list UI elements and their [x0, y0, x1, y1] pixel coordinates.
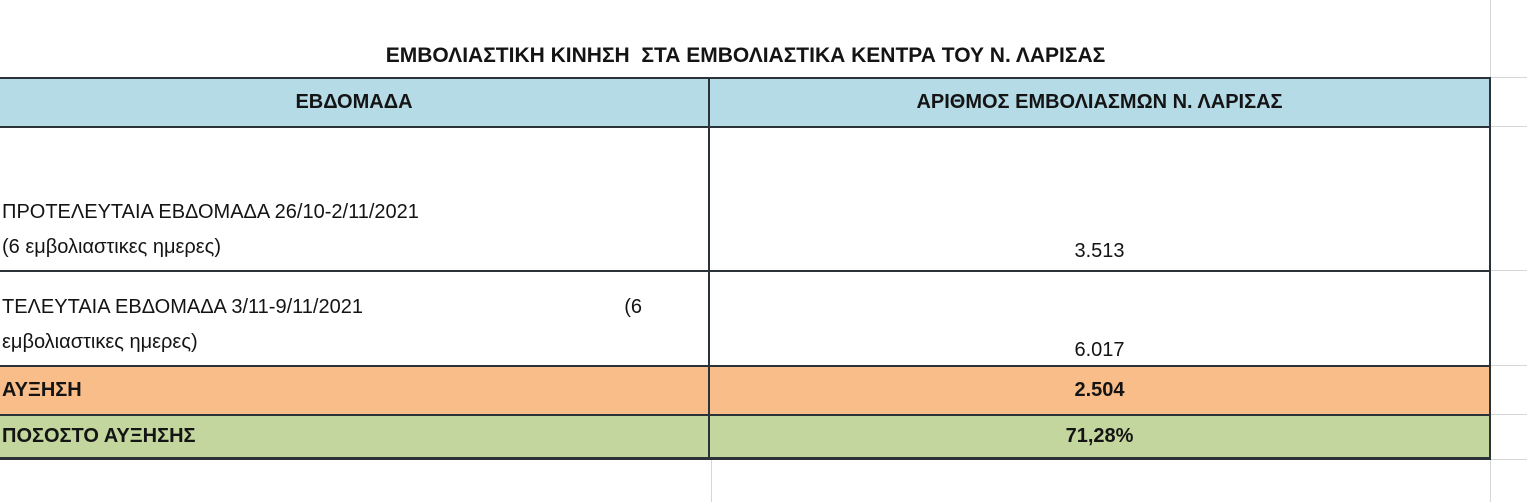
previous-week-label-line2: (6 εμβολιαστικες ημερες) [2, 236, 221, 258]
table-row-increase [0, 367, 1489, 416]
cell-increase-label[interactable] [0, 367, 710, 414]
table-title: ΕΜΒΟΛΙΑΣΤΙΚΗ ΚΙΝΗΣΗ ΣΤΑ ΕΜΒΟΛΙΑΣΤΙΚΑ ΚΕΝΤΡΑ ΤΟΥ Ν. ΛΑΡΙΣΑΣ [385, 44, 1106, 67]
previous-week-value: 3.513 [1074, 240, 1125, 262]
gridline-horizontal [1491, 365, 1527, 366]
cell-increase-percent-label[interactable] [0, 416, 710, 457]
vaccination-table [0, 77, 1491, 460]
table-row-increase-percent [0, 416, 1489, 457]
cell-previous-week-value[interactable] [710, 128, 1489, 270]
header-cell-week[interactable]: ΕΒΔΟΜΑΔΑ [0, 79, 710, 126]
gridline-horizontal [1491, 414, 1527, 415]
gridline-vertical-column-divider-below [711, 460, 712, 502]
gridline-horizontal [1491, 126, 1527, 127]
header-row [0, 79, 1489, 128]
gridline-horizontal [1491, 459, 1527, 460]
gridline-horizontal [1491, 270, 1527, 271]
cell-increase-percent-value[interactable] [710, 416, 1489, 457]
header-cell-vaccination-count[interactable]: ΑΡΙΘΜΟΣ ΕΜΒΟΛΙΑΣΜΩΝ Ν. ΛΑΡΙΣΑΣ [710, 79, 1489, 126]
table-row-last-week [0, 272, 1489, 367]
cell-increase-value[interactable] [710, 367, 1489, 414]
previous-week-label-line1: ΠΡΟΤΕΛΕΥΤΑΙΑ ΕΒΔΟΜΑΔΑ 26/10-2/11/2021 [2, 201, 419, 223]
cell-last-week-value[interactable] [710, 272, 1489, 365]
gridline-horizontal [1491, 77, 1527, 78]
increase-percent-value: 71,28% [1065, 425, 1134, 447]
last-week-label-line2: εμβολιαστικες ημερες) [2, 331, 198, 353]
last-week-value: 6.017 [1074, 339, 1125, 361]
increase-label: ΑΥΞΗΣΗ [2, 379, 82, 401]
cell-previous-week-label[interactable] [0, 128, 710, 270]
table-row-previous-week [0, 128, 1489, 272]
last-week-label-line1 [2, 290, 708, 325]
cell-last-week-label[interactable] [0, 272, 710, 365]
last-week-label-line1-text: ΤΕΛΕΥΤΑΙΑ ΕΒΔΟΜΑΔΑ 3/11-9/11/2021 [2, 296, 363, 318]
increase-value: 2.504 [1074, 379, 1125, 401]
increase-percent-label: ΠΟΣΟΣΤΟ ΑΥΞΗΣΗΣ [2, 425, 196, 447]
last-week-label-line1-suffix: (6 [624, 296, 642, 318]
